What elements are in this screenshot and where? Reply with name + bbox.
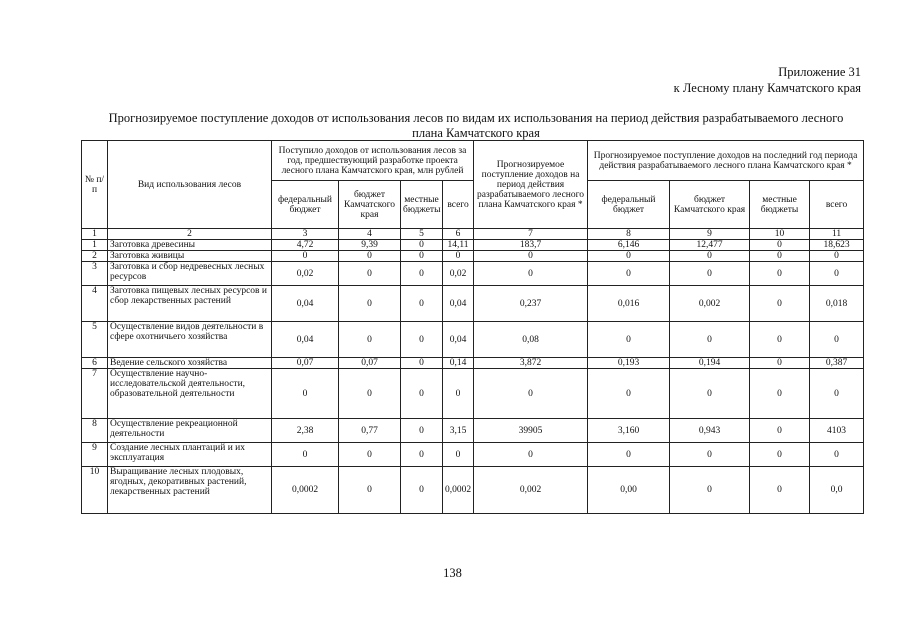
row-number: 10	[82, 467, 108, 514]
income-value: 0	[474, 262, 588, 286]
income-value: 0,04	[272, 322, 339, 358]
column-number: 9	[670, 229, 750, 240]
income-value: 18,623	[810, 240, 864, 251]
income-value: 0,193	[588, 358, 670, 369]
row-number: 6	[82, 358, 108, 369]
header-local-budgets: местные бюджеты	[401, 181, 443, 229]
income-value: 0	[339, 286, 401, 322]
forest-use-kind: Заготовка и сбор недревесных лесных ресурсов	[108, 262, 272, 286]
income-value: 12,477	[670, 240, 750, 251]
header-local-budgets: местные бюджеты	[750, 181, 810, 229]
income-value: 3,872	[474, 358, 588, 369]
forest-use-kind: Заготовка древесины	[108, 240, 272, 251]
income-value: 0,08	[474, 322, 588, 358]
forest-use-kind: Заготовка живицы	[108, 251, 272, 262]
header-forest-use-kind: Вид использования лесов	[108, 141, 272, 229]
column-number: 4	[339, 229, 401, 240]
row-number: 8	[82, 419, 108, 443]
income-value: 0	[443, 369, 474, 419]
forest-use-kind: Выращивание лесных плодовых, ягодных, декоративных растений, лекарственных растений	[108, 467, 272, 514]
income-value: 0	[810, 443, 864, 467]
income-value: 14,11	[443, 240, 474, 251]
column-number: 11	[810, 229, 864, 240]
income-value: 0	[750, 443, 810, 467]
income-value: 0	[750, 419, 810, 443]
income-value: 0	[750, 262, 810, 286]
page-number: 138	[443, 566, 462, 580]
income-value: 0	[401, 240, 443, 251]
row-number: 4	[82, 286, 108, 322]
column-numbers-row	[82, 229, 864, 240]
row-number: 9	[82, 443, 108, 467]
income-value: 9,39	[339, 240, 401, 251]
income-value: 0	[670, 322, 750, 358]
income-value: 0,77	[339, 419, 401, 443]
income-value: 0	[750, 240, 810, 251]
income-value: 0	[443, 251, 474, 262]
header-number: № п/п	[82, 141, 108, 229]
income-value: 4,72	[272, 240, 339, 251]
column-number: 3	[272, 229, 339, 240]
income-value: 0,943	[670, 419, 750, 443]
income-value: 0	[339, 322, 401, 358]
income-value: 0,04	[272, 286, 339, 322]
forest-use-kind: Ведение сельского хозяйства	[108, 358, 272, 369]
appendix-header	[674, 64, 861, 96]
row-number: 1	[82, 240, 108, 251]
income-value: 0	[670, 262, 750, 286]
income-value: 0	[474, 369, 588, 419]
forest-use-kind: Осуществление научно-исследовательской деятельности, образовательной деятельности	[108, 369, 272, 419]
income-value: 0	[588, 369, 670, 419]
income-value: 0	[474, 443, 588, 467]
income-value: 0	[443, 443, 474, 467]
income-value: 0	[750, 286, 810, 322]
income-value: 0	[401, 286, 443, 322]
row-number: 5	[82, 322, 108, 358]
document-title	[86, 111, 866, 141]
column-number: 6	[443, 229, 474, 240]
table-row	[82, 322, 864, 358]
document-title-line-1: Прогнозируемое поступление доходов от использования лесов по видам их использования на период действия разрабатываемого лесного	[108, 111, 844, 125]
income-value: 0	[588, 251, 670, 262]
income-value: 0,07	[272, 358, 339, 369]
income-value: 0	[750, 251, 810, 262]
income-value: 2,38	[272, 419, 339, 443]
income-value: 0	[401, 322, 443, 358]
income-value: 0,237	[474, 286, 588, 322]
income-value: 183,7	[474, 240, 588, 251]
income-value: 0	[588, 322, 670, 358]
income-value: 0,002	[670, 286, 750, 322]
column-number: 8	[588, 229, 670, 240]
income-value: 0	[588, 262, 670, 286]
column-number: 5	[401, 229, 443, 240]
row-number: 3	[82, 262, 108, 286]
income-value: 0	[810, 369, 864, 419]
header-total: всего	[443, 181, 474, 229]
income-value: 0,387	[810, 358, 864, 369]
income-value: 0,02	[443, 262, 474, 286]
header-regional-budget: бюджет Камчатского края	[339, 181, 401, 229]
income-value: 0,002	[474, 467, 588, 514]
header-forecast-period: Прогнозируемое поступление доходов на период действия разрабатываемого лесного плана Камчатского края *	[474, 141, 588, 229]
income-value: 0,0002	[272, 467, 339, 514]
income-value: 0	[272, 369, 339, 419]
income-value: 0	[339, 443, 401, 467]
income-value: 0,194	[670, 358, 750, 369]
column-number: 2	[108, 229, 272, 240]
income-value: 0	[339, 251, 401, 262]
forest-use-kind: Заготовка пищевых лесных ресурсов и сбор лекарственных растений	[108, 286, 272, 322]
column-number: 1	[82, 229, 108, 240]
income-value: 0	[750, 369, 810, 419]
income-value: 0,00	[588, 467, 670, 514]
appendix-number: Приложение 31	[778, 65, 861, 79]
income-value: 3,160	[588, 419, 670, 443]
income-value: 0	[588, 443, 670, 467]
header-total: всего	[810, 181, 864, 229]
income-value: 0	[339, 467, 401, 514]
income-value: 0	[750, 322, 810, 358]
appendix-reference: к Лесному плану Камчатского края	[673, 81, 861, 95]
income-value: 0	[670, 251, 750, 262]
income-value: 0	[401, 419, 443, 443]
forest-use-kind: Создание лесных плантаций и их эксплуатация	[108, 443, 272, 467]
header-regional-budget: бюджет Камчатского края	[670, 181, 750, 229]
income-value: 6,146	[588, 240, 670, 251]
document-title-line-2: плана Камчатского края	[412, 126, 540, 140]
income-value: 0,04	[443, 322, 474, 358]
header-received-income: Поступило доходов от использования лесов за год, предшествующий разработке проекта лесного плана Камчатского края, млн рублей	[272, 141, 474, 181]
income-value: 0,0002	[443, 467, 474, 514]
income-value: 0	[810, 262, 864, 286]
table-row	[82, 419, 864, 443]
income-value: 39905	[474, 419, 588, 443]
income-value: 0	[401, 358, 443, 369]
table-row	[82, 369, 864, 419]
income-value: 0,016	[588, 286, 670, 322]
income-forecast-table	[81, 140, 864, 514]
income-value: 0	[401, 443, 443, 467]
income-value: 0	[474, 251, 588, 262]
income-value: 0,14	[443, 358, 474, 369]
income-value: 0	[750, 467, 810, 514]
income-value: 0	[670, 443, 750, 467]
table-row	[82, 467, 864, 514]
income-value: 0	[339, 262, 401, 286]
income-value: 3,15	[443, 419, 474, 443]
income-value: 4103	[810, 419, 864, 443]
row-number: 2	[82, 251, 108, 262]
table-row	[82, 251, 864, 262]
income-value: 0	[401, 251, 443, 262]
column-number: 7	[474, 229, 588, 240]
income-value: 0,0	[810, 467, 864, 514]
income-value: 0	[670, 467, 750, 514]
income-value: 0,02	[272, 262, 339, 286]
table-row	[82, 358, 864, 369]
income-value: 0,07	[339, 358, 401, 369]
income-value: 0	[401, 467, 443, 514]
income-value: 0	[810, 251, 864, 262]
income-value: 0	[401, 369, 443, 419]
income-value: 0,018	[810, 286, 864, 322]
income-value: 0	[272, 443, 339, 467]
income-value: 0	[339, 369, 401, 419]
income-value: 0	[401, 262, 443, 286]
forest-use-kind: Осуществление видов деятельности в сфере охотничьего хозяйства	[108, 322, 272, 358]
header-forecast-last-year: Прогнозируемое поступление доходов на последний год периода действия разрабатываемого лесного плана Камчатского края *	[588, 141, 864, 181]
header-federal-budget: федеральный бюджет	[588, 181, 670, 229]
table-row	[82, 443, 864, 467]
income-value: 0,04	[443, 286, 474, 322]
income-value: 0	[670, 369, 750, 419]
header-federal-budget: федеральный бюджет	[272, 181, 339, 229]
column-number: 10	[750, 229, 810, 240]
table-row	[82, 240, 864, 251]
income-value: 0	[750, 358, 810, 369]
row-number: 7	[82, 369, 108, 419]
table-row	[82, 286, 864, 322]
income-value: 0	[810, 322, 864, 358]
income-value: 0	[272, 251, 339, 262]
forest-use-kind: Осуществление рекреационной деятельности	[108, 419, 272, 443]
table-row	[82, 262, 864, 286]
